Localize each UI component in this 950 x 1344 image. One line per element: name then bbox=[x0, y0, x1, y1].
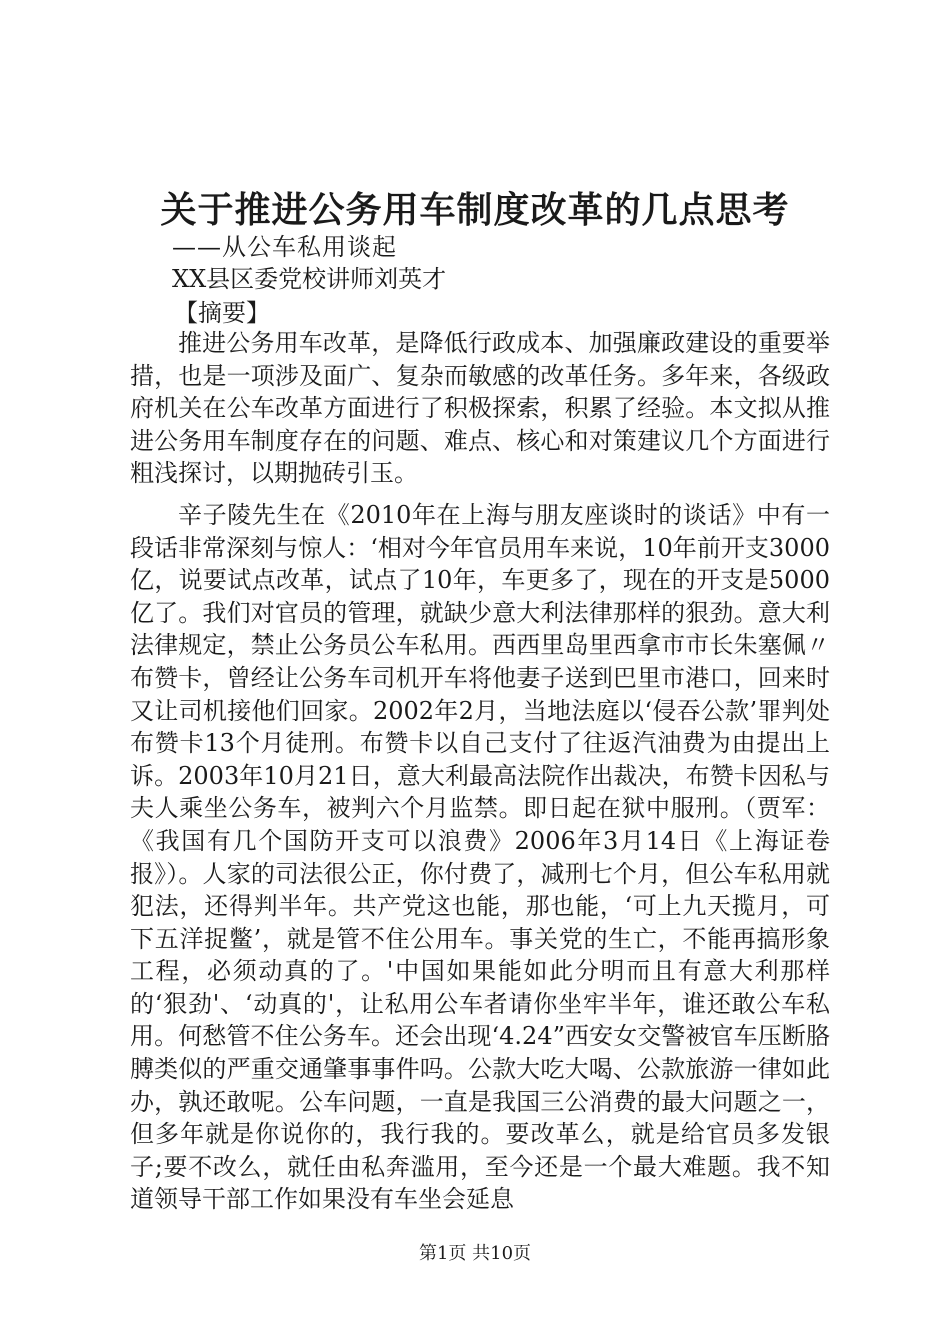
abstract-heading: 【摘要】 bbox=[174, 299, 270, 327]
page-number-footer: 第1页 共10页 bbox=[418, 1243, 532, 1264]
document-subtitle: ——从公车私用谈起 bbox=[172, 233, 397, 261]
author-line: XX县区委党校讲师刘英才 bbox=[172, 265, 447, 293]
body-paragraph: 辛子陵先生在《2010年在上海与朋友座谈时的谈话》中有一段话非常深刻与惊人：‘相对今年官员用车来说，10年前开支3000亿，说要试点改革，试点了10年，车更多了，现在的开支是5000亿了。我们对官员的管理，就缺少意大利法律那样的狠劲。意大利法律规定，禁止公务员公车私用。西西里岛里西拿市市长朱塞佩〃布赞卡，曾经让公务车司机开车将他妻子送到巴里市港口，回来时又让司机接他们回家。2002年2月，当地法庭以‘侵吞公款’罪判处布赞卡13个月徒刑。布赞卡以自己支付了往返汽油费为由提出上诉。2003年10月21日，意大利最高法院作出裁决，布赞卡因私与夫人乘坐公务车，被判六个月监禁。即日起在狱中服刑。（贾军：《我国有几个国防开支可以浪费》2006年3月14日《上海证卷报》）。人家的司法很公正，你付费了，减刑七个月，但公车私用就犯法，还得判半年。共产党这也能，那也能，‘可上九天揽月，可下五洋捉鳖’，就是管不住公用车。事关党的生亡，不能再搞形象工程，必须动真的了。'中国如果能如此分明而且有意大利那样的‘狠劲'、‘动真的'，让私用公车者请你坐牢半年，谁还敢公车私用。何愁管不住公务车。还会出现‘4.24”西安女交警被官车压断胳膊类似的严重交通肇事事件吗。公款大吃大喝、公款旅游一律如此办，孰还敢呢。公车问题，一直是我国三公消费的最大问题之一，但多年就是你说你的，我行我的。要改革么，就是给官员多发银子;要不改么，就任由私奔滥用，至今还是一个最大难题。我不知道领导干部工作如果没有车坐会延息 bbox=[130, 500, 830, 1214]
document-title: 关于推进公务用车制度改革的几点思考 bbox=[160, 189, 790, 231]
abstract-paragraph: 推进公务用车改革，是降低行政成本、加强廉政建设的重要举措，也是一项涉及面广、复杂而敏感的改革任务。多年来，各级政府机关在公车改革方面进行了积极探索，积累了经验。本文拟从推进公务用车制度存在的问题、难点、核心和对策建议几个方面进行粗浅探讨，以期抛砖引玉。 bbox=[130, 329, 830, 488]
document-body bbox=[130, 327, 830, 1216]
